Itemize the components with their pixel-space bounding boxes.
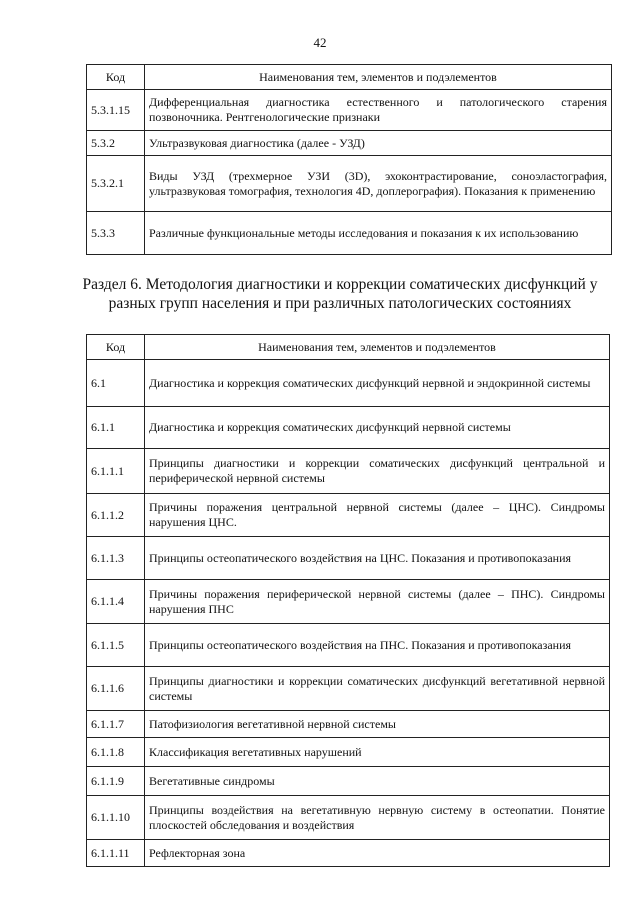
row-text: Различные функциональные методы исследования и показания к их использованию — [145, 212, 612, 255]
table-row — [87, 624, 610, 667]
row-text: Виды УЗД (трехмерное УЗИ (3D), эхоконтрастирование, соноэластография, ультразвуковая томография, технология 4D, доплерография). Показания к применению — [145, 156, 612, 212]
header-name: Наименования тем, элементов и подэлементов — [145, 65, 612, 90]
table-row — [87, 360, 610, 407]
table-row — [87, 131, 612, 156]
row-text: Вегетативные синдромы — [145, 767, 610, 796]
row-code: 6.1.1.4 — [87, 580, 145, 624]
table-row — [87, 711, 610, 738]
row-text: Дифференциальная диагностика естественного и патологического старения позвоночника. Рентгенологические признаки — [145, 90, 612, 131]
table-row — [87, 796, 610, 840]
table-row — [87, 90, 612, 131]
row-text: Принципы воздействия на вегетативную нервную систему в остеопатии. Понятие плоскостей обследования и воздействия — [145, 796, 610, 840]
topics-table-section-5 — [86, 64, 612, 255]
topics-table-section-6 — [86, 334, 610, 867]
row-code: 6.1.1.1 — [87, 449, 145, 494]
page-number: 42 — [313, 35, 327, 50]
table-row — [87, 212, 612, 255]
table-row — [87, 449, 610, 494]
table-row — [87, 667, 610, 711]
header-name: Наименования тем, элементов и подэлементов — [145, 335, 610, 360]
table-header-row — [87, 65, 612, 90]
row-code: 6.1.1.3 — [87, 537, 145, 580]
table-row — [87, 156, 612, 212]
header-code: Код — [87, 65, 145, 90]
table-header-row — [87, 335, 610, 360]
row-text: Причины поражения периферической нервной системы (далее – ПНС). Синдромы нарушения ПНС — [145, 580, 610, 624]
row-text: Классификация вегетативных нарушений — [145, 738, 610, 767]
row-text: Диагностика и коррекция соматических дисфункций нервной системы — [145, 407, 610, 449]
row-code: 5.3.2 — [87, 131, 145, 156]
row-text: Принципы диагностики и коррекции соматических дисфункций вегетативной нервной системы — [145, 667, 610, 711]
row-code: 6.1.1.8 — [87, 738, 145, 767]
row-text: Патофизиология вегетативной нервной системы — [145, 711, 610, 738]
row-code: 6.1 — [87, 360, 145, 407]
row-text: Диагностика и коррекция соматических дисфункций нервной и эндокринной системы — [145, 360, 610, 407]
header-code: Код — [87, 335, 145, 360]
row-code: 6.1.1.10 — [87, 796, 145, 840]
table-row — [87, 840, 610, 867]
table-row — [87, 407, 610, 449]
row-code: 5.3.2.1 — [87, 156, 145, 212]
row-code: 6.1.1 — [87, 407, 145, 449]
row-code: 6.1.1.9 — [87, 767, 145, 796]
table-row — [87, 738, 610, 767]
table-row — [87, 580, 610, 624]
row-text: Причины поражения центральной нервной системы (далее – ЦНС). Синдромы нарушения ЦНС. — [145, 494, 610, 537]
row-code: 6.1.1.5 — [87, 624, 145, 667]
table-row — [87, 494, 610, 537]
table-row — [87, 767, 610, 796]
row-code: 5.3.1.15 — [87, 90, 145, 131]
row-text: Принципы остеопатического воздействия на ПНС. Показания и противопоказания — [145, 624, 610, 667]
row-code: 6.1.1.7 — [87, 711, 145, 738]
section-heading: Раздел 6. Методология диагностики и коррекции соматических дисфункций у разных групп населения и при различных патологических состояниях — [82, 276, 598, 312]
table-row — [87, 537, 610, 580]
row-text: Принципы остеопатического воздействия на ЦНС. Показания и противопоказания — [145, 537, 610, 580]
row-code: 6.1.1.6 — [87, 667, 145, 711]
row-text: Принципы диагностики и коррекции соматических дисфункций центральной и периферической нервной системы — [145, 449, 610, 494]
row-text: Ультразвуковая диагностика (далее - УЗД) — [145, 131, 612, 156]
row-code: 6.1.1.11 — [87, 840, 145, 867]
row-code: 6.1.1.2 — [87, 494, 145, 537]
row-code: 5.3.3 — [87, 212, 145, 255]
row-text: Рефлекторная зона — [145, 840, 610, 867]
